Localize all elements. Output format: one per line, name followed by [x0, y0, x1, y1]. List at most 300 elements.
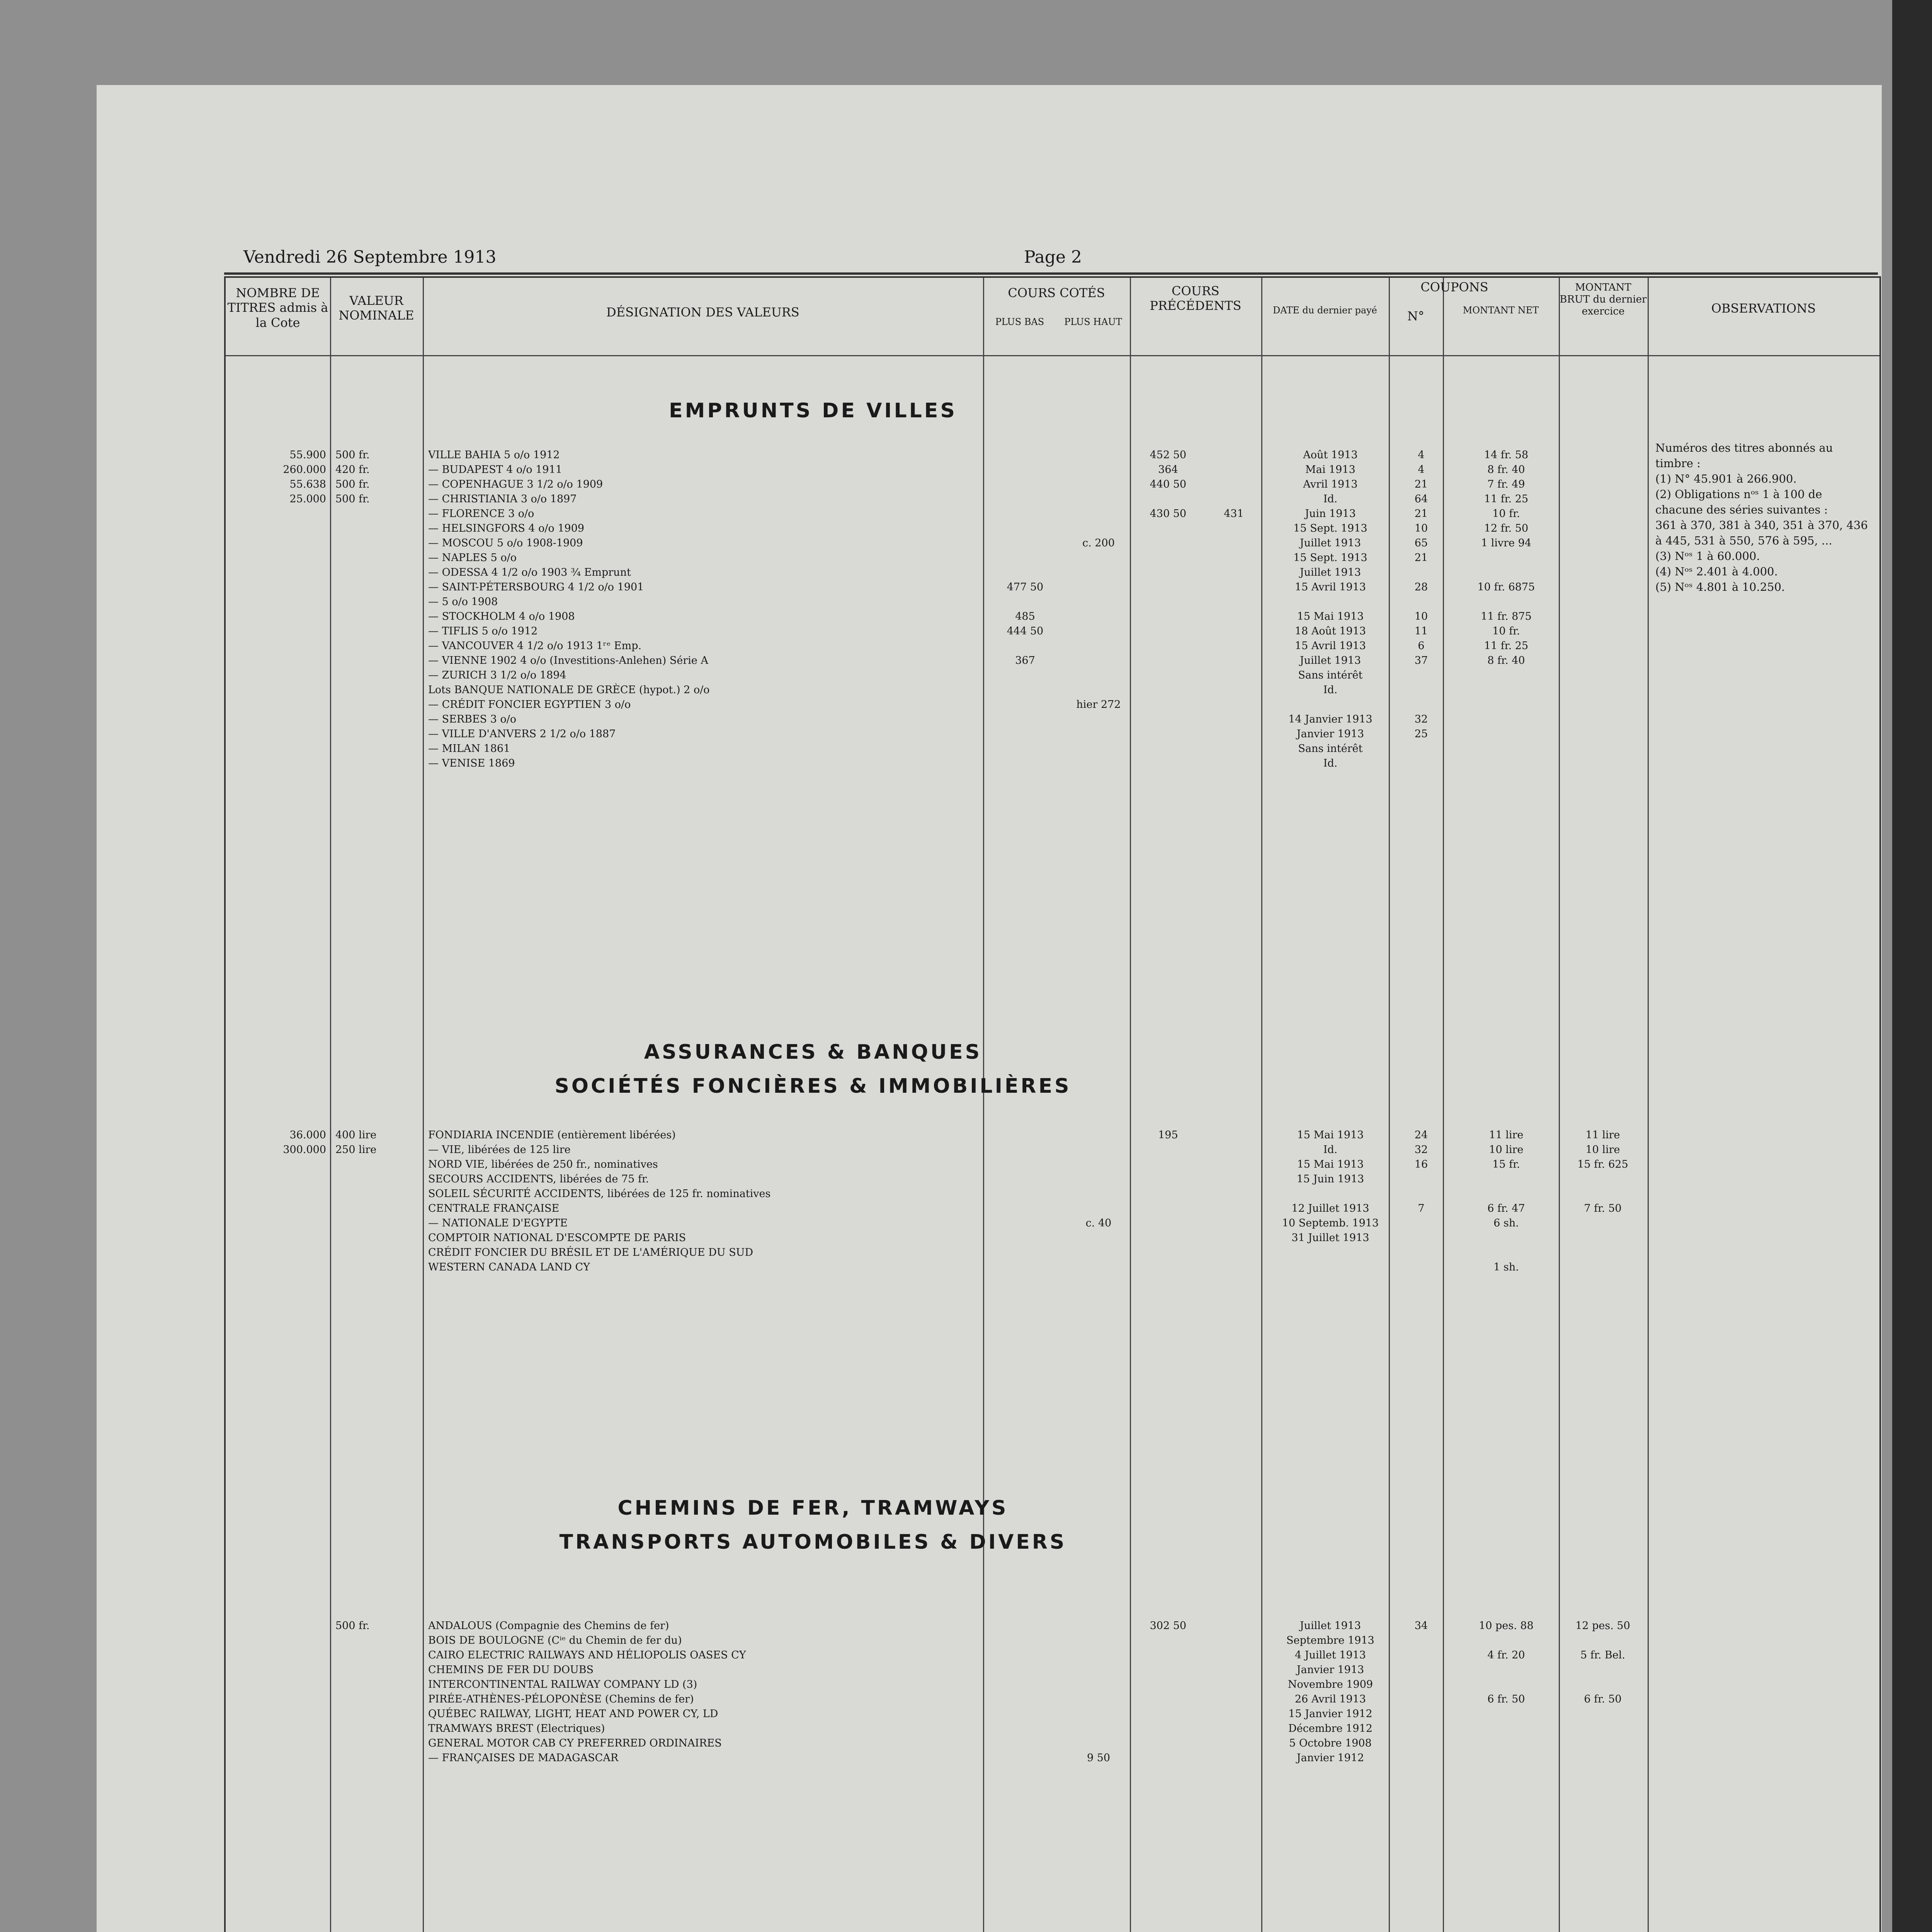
- cell-brut: [1564, 507, 1641, 521]
- cell-designation: WESTERN CANADA LAND CY: [428, 1261, 590, 1273]
- table-row: [226, 536, 1641, 551]
- cell-designation: — SAINT-PÉTERSBOURG 4 1/2 o/o 1901: [428, 581, 644, 593]
- observation-line: (1) N° 45.901 à 266.900.: [1655, 472, 1797, 485]
- cell-designation: — FRANÇAISES DE MADAGASCAR: [428, 1752, 619, 1764]
- cell-valeur: [330, 1751, 428, 1765]
- rows-chemins: [226, 1619, 1641, 1765]
- cell-no: [1394, 1721, 1448, 1736]
- cell-cp2: [1201, 1172, 1267, 1187]
- header-cours-cotes: COURS COTÉS: [1008, 286, 1105, 300]
- cell-date: 15 Sept. 1913: [1293, 552, 1367, 564]
- table-row: [226, 697, 1641, 712]
- cell-designation: — VENISE 1869: [428, 757, 515, 769]
- cell-montant: [1448, 668, 1564, 683]
- cell-brut: [1564, 1751, 1641, 1765]
- cell-no: 21: [1414, 552, 1428, 564]
- cell-valeur: 500 fr.: [335, 1620, 370, 1632]
- cell-brut: [1564, 1231, 1641, 1245]
- cell-brut: [1564, 653, 1641, 668]
- cell-montant: 11 fr. 25: [1484, 640, 1529, 652]
- cell-cp2: [1201, 1128, 1267, 1143]
- cell-brut: [1564, 580, 1641, 595]
- cell-montant: [1448, 756, 1564, 771]
- cell-brut: [1564, 1187, 1641, 1201]
- cell-cp1: [1135, 1260, 1201, 1275]
- cell-brut: [1564, 1216, 1641, 1231]
- table-row: [226, 653, 1641, 668]
- cell-cp1: [1135, 565, 1201, 580]
- table-row: [226, 1157, 1641, 1172]
- cell-cp1: [1135, 1751, 1201, 1765]
- cell-date: 5 Octobre 1908: [1289, 1737, 1372, 1749]
- cell-cp1: 452 50: [1150, 449, 1187, 461]
- observation-line: 361 à 370, 381 à 340, 351 à 370, 436 à 445, 531 à 550, 576 à 595, ...: [1655, 519, 1868, 547]
- cell-nombre: [226, 521, 330, 536]
- header-coupons: COUPONS: [1420, 280, 1488, 294]
- cell-cp1: [1135, 1231, 1201, 1245]
- cell-cc2: 9 50: [1087, 1752, 1111, 1764]
- cell-brut: [1564, 492, 1641, 507]
- header-montant-brut: MONTANT BRUT du dernier exercice: [1560, 282, 1647, 318]
- cell-valeur: 500 fr.: [335, 449, 370, 461]
- cell-montant: 1 livre 94: [1481, 537, 1532, 549]
- cell-cp2: [1201, 1633, 1267, 1648]
- cell-no: [1394, 1172, 1448, 1187]
- cell-montant: [1448, 1751, 1564, 1765]
- cell-valeur: [330, 624, 428, 639]
- table-row: [226, 580, 1641, 595]
- cell-cp1: [1135, 683, 1201, 697]
- cell-designation: SECOURS ACCIDENTS, libérées de 75 fr.: [428, 1173, 649, 1185]
- cell-cp2: [1201, 683, 1267, 697]
- cell-no: 10: [1414, 611, 1428, 622]
- cell-no: 4: [1418, 464, 1425, 476]
- cell-cc2: [1062, 756, 1135, 771]
- cell-brut: [1564, 727, 1641, 742]
- cell-nombre: [226, 1663, 330, 1677]
- cell-valeur: [330, 1245, 428, 1260]
- cell-valeur: [330, 1736, 428, 1751]
- cell-no: 16: [1414, 1158, 1428, 1170]
- cell-cp1: [1135, 697, 1201, 712]
- cell-brut: 5 fr. Bel.: [1580, 1649, 1625, 1661]
- observation-line: (5) Nᵒˢ 4.801 à 10.250.: [1655, 580, 1785, 594]
- cell-cp1: [1135, 1187, 1201, 1201]
- cell-cp2: 431: [1224, 508, 1244, 520]
- cell-montant: 10 fr.: [1492, 625, 1520, 637]
- header-rule: [224, 272, 1878, 275]
- cell-brut: [1564, 1260, 1641, 1275]
- cell-montant: [1448, 1245, 1564, 1260]
- cell-nombre: [226, 1260, 330, 1275]
- table-row: [226, 477, 1641, 492]
- cell-date: 26 Avril 1913: [1294, 1693, 1366, 1705]
- table-row: [226, 1143, 1641, 1157]
- cell-designation: Lots BANQUE NATIONALE DE GRÈCE (hypot.) 2 o/o: [428, 684, 710, 696]
- cell-valeur: [330, 1648, 428, 1663]
- table-row: [226, 609, 1641, 624]
- cell-date: Mai 1913: [1305, 464, 1355, 476]
- cell-valeur: [330, 1216, 428, 1231]
- cell-montant: [1448, 565, 1564, 580]
- cell-cp2: [1201, 463, 1267, 477]
- cell-designation: — MOSCOU 5 o/o 1908-1909: [428, 537, 583, 549]
- cell-cc2: [1062, 683, 1135, 697]
- cell-brut: [1564, 565, 1641, 580]
- cell-cp2: [1201, 1663, 1267, 1677]
- cell-cc1: [988, 1721, 1062, 1736]
- cell-nombre: [226, 653, 330, 668]
- cell-cc2: [1062, 1143, 1135, 1157]
- cell-cc2: [1062, 1736, 1135, 1751]
- cell-valeur: [330, 580, 428, 595]
- cell-valeur: [330, 697, 428, 712]
- cell-montant: [1448, 1187, 1564, 1201]
- cell-nombre: [226, 1172, 330, 1187]
- cell-cc1: [988, 1128, 1062, 1143]
- cell-designation: — NAPLES 5 o/o: [428, 552, 517, 564]
- table-row: [226, 1172, 1641, 1187]
- cell-cp2: [1201, 492, 1267, 507]
- cell-no: [1394, 668, 1448, 683]
- cell-no: [1394, 1707, 1448, 1721]
- cell-montant: 6 fr. 47: [1487, 1202, 1525, 1214]
- cell-nombre: [226, 727, 330, 742]
- cell-designation: CRÉDIT FONCIER DU BRÉSIL ET DE L'AMÉRIQUE DU SUD: [428, 1247, 753, 1259]
- cell-nombre: 25.000: [289, 493, 326, 505]
- cell-valeur: [330, 1692, 428, 1707]
- cell-cp2: [1201, 551, 1267, 565]
- cell-brut: [1564, 756, 1641, 771]
- cell-cp2: [1201, 1677, 1267, 1692]
- cell-no: 11: [1414, 625, 1428, 637]
- cell-date: [1267, 1187, 1394, 1201]
- section-title-emprunts: EMPRUNTS DE VILLES: [669, 399, 957, 422]
- cell-cc1: [988, 683, 1062, 697]
- section-title-assurances: ASSURANCES & BANQUES SOCIÉTÉS FONCIÈRES & IMMOBILIÈRES: [554, 1041, 1071, 1098]
- table-row: [226, 1736, 1641, 1751]
- cell-no: [1394, 1260, 1448, 1275]
- cell-valeur: [330, 1721, 428, 1736]
- table-row: [226, 639, 1641, 653]
- cell-cp2: [1201, 712, 1267, 727]
- cell-montant: [1448, 712, 1564, 727]
- cell-montant: [1448, 697, 1564, 712]
- cell-cc1: [988, 477, 1062, 492]
- cell-no: [1394, 1216, 1448, 1231]
- cell-date: 15 Sept. 1913: [1293, 522, 1367, 534]
- cell-valeur: [330, 595, 428, 609]
- cell-date: Sans intérêt: [1298, 669, 1363, 681]
- cell-date: 15 Avril 1913: [1294, 640, 1366, 652]
- cell-cc2: [1062, 463, 1135, 477]
- cell-brut: [1564, 477, 1641, 492]
- cell-designation: CENTRALE FRANÇAISE: [428, 1202, 560, 1214]
- cell-montant: 12 fr. 50: [1484, 522, 1529, 534]
- cell-nombre: [226, 742, 330, 756]
- cell-nombre: [226, 536, 330, 551]
- header-plus-bas: PLUS BAS: [995, 316, 1044, 327]
- cell-cp1: 430 50: [1150, 508, 1187, 520]
- cell-designation: — NATIONALE D'EGYPTE: [428, 1217, 568, 1229]
- cell-valeur: [330, 609, 428, 624]
- cell-no: [1394, 1663, 1448, 1677]
- cell-cc1: [988, 507, 1062, 521]
- cell-valeur: [330, 1663, 428, 1677]
- cell-nombre: [226, 1751, 330, 1765]
- cell-cp2: [1201, 1143, 1267, 1157]
- cell-nombre: [226, 1157, 330, 1172]
- cell-brut: [1564, 668, 1641, 683]
- cell-brut: [1564, 1721, 1641, 1736]
- cell-date: Juin 1913: [1305, 508, 1356, 520]
- cell-nombre: [226, 1216, 330, 1231]
- cell-cc1: [988, 492, 1062, 507]
- cell-designation: CHEMINS DE FER DU DOUBS: [428, 1664, 594, 1676]
- header-rule: [226, 355, 1879, 356]
- cell-montant: [1448, 1707, 1564, 1721]
- cell-no: [1394, 1736, 1448, 1751]
- cell-valeur: [330, 1260, 428, 1275]
- cell-date: 31 Juillet 1913: [1291, 1232, 1369, 1244]
- table-row: [226, 1663, 1641, 1677]
- table-row: [226, 1619, 1641, 1633]
- cell-cc2: [1062, 1648, 1135, 1663]
- cell-cc1: 367: [1015, 655, 1035, 667]
- cell-cc1: [988, 1231, 1062, 1245]
- table-row: [226, 1245, 1641, 1260]
- table-row: [226, 521, 1641, 536]
- cell-cc2: [1062, 668, 1135, 683]
- cell-date: 15 Avril 1913: [1294, 581, 1366, 593]
- cell-cp2: [1201, 1216, 1267, 1231]
- cell-valeur: [330, 565, 428, 580]
- cell-designation: COMPTOIR NATIONAL D'ESCOMPTE DE PARIS: [428, 1232, 686, 1244]
- cell-cp1: [1135, 536, 1201, 551]
- cell-cc1: [988, 1143, 1062, 1157]
- cell-cc1: [988, 1260, 1062, 1275]
- cell-cp1: [1135, 1663, 1201, 1677]
- cell-montant: [1448, 1172, 1564, 1187]
- cell-date: Janvier 1912: [1296, 1752, 1364, 1764]
- rows-emprunts: [226, 448, 1641, 771]
- cell-cp1: [1135, 1692, 1201, 1707]
- cell-cc2: [1062, 712, 1135, 727]
- cell-designation: CAIRO ELECTRIC RAILWAYS AND HÉLIOPOLIS OASES CY: [428, 1649, 746, 1661]
- cell-valeur: [330, 507, 428, 521]
- cell-no: 37: [1414, 655, 1428, 667]
- page-header: [243, 247, 1886, 270]
- cell-cc1: [988, 1157, 1062, 1172]
- cell-cp2: [1201, 668, 1267, 683]
- cell-no: [1394, 1648, 1448, 1663]
- cell-no: 24: [1414, 1129, 1428, 1141]
- cell-cc2: hier 272: [1076, 699, 1121, 711]
- cell-designation: — BUDAPEST 4 o/o 1911: [428, 464, 562, 476]
- cell-designation: — TIFLIS 5 o/o 1912: [428, 625, 538, 637]
- cell-montant: [1448, 727, 1564, 742]
- cell-valeur: [330, 668, 428, 683]
- cell-cp2: [1201, 653, 1267, 668]
- page-number: Page 2: [1024, 247, 1082, 267]
- cell-designation: QUÉBEC RAILWAY, LIGHT, HEAT AND POWER CY, LD: [428, 1708, 718, 1720]
- cell-montant: [1448, 683, 1564, 697]
- cell-brut: [1564, 639, 1641, 653]
- cell-no: 6: [1418, 640, 1425, 652]
- cell-nombre: [226, 1187, 330, 1201]
- cell-cc2: c. 40: [1085, 1217, 1112, 1229]
- cell-cp2: [1201, 624, 1267, 639]
- cell-nombre: [226, 683, 330, 697]
- cell-montant: 14 fr. 58: [1484, 449, 1529, 461]
- table-row: [226, 1187, 1641, 1201]
- cell-designation: — ODESSA 4 1/2 o/o 1903 ¾ Emprunt: [428, 566, 631, 578]
- table-row: [226, 756, 1641, 771]
- cell-no: 34: [1414, 1620, 1428, 1632]
- cell-cp1: [1135, 1721, 1201, 1736]
- cell-cp1: [1135, 1201, 1201, 1216]
- cell-cc2: [1062, 492, 1135, 507]
- cell-designation: NORD VIE, libérées de 250 fr., nominatives: [428, 1158, 658, 1170]
- cell-valeur: [330, 521, 428, 536]
- cell-montant: [1448, 1721, 1564, 1736]
- cell-date: Janvier 1913: [1296, 728, 1364, 740]
- cell-designation: — HELSINGFORS 4 o/o 1909: [428, 522, 585, 534]
- cell-valeur: 400 lire: [335, 1129, 377, 1141]
- cell-montant: [1448, 1677, 1564, 1692]
- cell-cc2: [1062, 742, 1135, 756]
- cell-cc2: [1062, 1157, 1135, 1172]
- cell-cc2: [1062, 1633, 1135, 1648]
- cell-no: [1394, 1677, 1448, 1692]
- cell-cp2: [1201, 639, 1267, 653]
- cell-cc2: [1062, 507, 1135, 521]
- cell-montant: [1448, 1663, 1564, 1677]
- cell-date: 15 Juin 1913: [1296, 1173, 1364, 1185]
- cell-no: [1394, 1187, 1448, 1201]
- cell-cp2: [1201, 1201, 1267, 1216]
- cell-brut: [1564, 712, 1641, 727]
- cell-valeur: [330, 653, 428, 668]
- cell-no: 32: [1414, 1144, 1428, 1156]
- cell-cp1: [1135, 1143, 1201, 1157]
- page-date: Vendredi 26 Septembre 1913: [243, 247, 497, 267]
- cell-cc2: [1062, 521, 1135, 536]
- cell-montant: 11 lire: [1489, 1129, 1524, 1141]
- cell-valeur: [330, 551, 428, 565]
- cell-cp1: [1135, 1245, 1201, 1260]
- cell-designation: — FLORENCE 3 o/o: [428, 508, 534, 520]
- cell-date: 15 Mai 1913: [1297, 611, 1364, 622]
- cell-nombre: [226, 565, 330, 580]
- cell-brut: [1564, 536, 1641, 551]
- cell-nombre: [226, 668, 330, 683]
- cell-date: Juillet 1913: [1299, 1620, 1361, 1632]
- cell-designation: — CHRISTIANIA 3 o/o 1897: [428, 493, 577, 505]
- cell-cp2: [1201, 580, 1267, 595]
- header-cours-precedents: COURS PRÉCÉDENTS: [1150, 284, 1242, 313]
- cell-designation: — VIE, libérées de 125 lire: [428, 1144, 571, 1156]
- cell-brut: [1564, 683, 1641, 697]
- cell-cc2: [1062, 1619, 1135, 1633]
- cell-montant: 1 sh.: [1493, 1261, 1519, 1273]
- cell-brut: 7 fr. 50: [1584, 1202, 1622, 1214]
- cell-montant: [1448, 1231, 1564, 1245]
- cell-nombre: [226, 507, 330, 521]
- cell-cp1: 364: [1158, 464, 1178, 476]
- cell-cc2: [1062, 1172, 1135, 1187]
- cell-designation: INTERCONTINENTAL RAILWAY COMPANY LD (3): [428, 1679, 697, 1690]
- table-row: [226, 712, 1641, 727]
- cell-no: 7: [1418, 1202, 1425, 1214]
- cell-date: Septembre 1913: [1286, 1634, 1374, 1646]
- cell-cc1: [988, 639, 1062, 653]
- cell-brut: [1564, 448, 1641, 463]
- cell-date: Juillet 1913: [1299, 537, 1361, 549]
- cell-valeur: [330, 1201, 428, 1216]
- header-nombre: NOMBRE DE TITRES admis à la Cote: [227, 286, 328, 330]
- table-row: [226, 1677, 1641, 1692]
- cell-cc1: [988, 463, 1062, 477]
- cell-cc1: [988, 1677, 1062, 1692]
- table-row: [226, 742, 1641, 756]
- cell-valeur: [330, 756, 428, 771]
- cell-date: [1267, 1245, 1394, 1260]
- cell-montant: 8 fr. 40: [1487, 655, 1525, 667]
- cell-cc2: [1062, 609, 1135, 624]
- cell-brut: 6 fr. 50: [1584, 1693, 1622, 1705]
- table-row: [226, 624, 1641, 639]
- cell-cc1: [988, 1216, 1062, 1231]
- cell-cp2: [1201, 595, 1267, 609]
- cell-no: [1394, 756, 1448, 771]
- cell-brut: [1564, 624, 1641, 639]
- cell-date: 12 Juillet 1913: [1291, 1202, 1369, 1214]
- cell-nombre: 300.000: [283, 1144, 326, 1156]
- cell-date: 15 Mai 1913: [1297, 1129, 1364, 1141]
- header-designation: DÉSIGNATION DES VALEURS: [606, 305, 799, 320]
- cell-no: 65: [1414, 537, 1428, 549]
- cell-cc1: [988, 1619, 1062, 1633]
- cell-montant: [1448, 551, 1564, 565]
- cell-valeur: [330, 1707, 428, 1721]
- cell-date: 14 Janvier 1913: [1288, 713, 1372, 725]
- cell-no: 4: [1418, 449, 1425, 461]
- cell-cp2: [1201, 477, 1267, 492]
- cell-no: 25: [1414, 728, 1428, 740]
- cell-nombre: 36.000: [289, 1129, 326, 1141]
- cell-cc1: [988, 1201, 1062, 1216]
- observation-line: (3) Nᵒˢ 1 à 60.000.: [1655, 549, 1760, 563]
- binding-edge: [1892, 0, 1932, 1932]
- cell-no: 28: [1414, 581, 1428, 593]
- table-row: [226, 727, 1641, 742]
- cell-montant: 10 pes. 88: [1479, 1620, 1534, 1632]
- cell-nombre: 55.900: [289, 449, 326, 461]
- cell-brut: [1564, 521, 1641, 536]
- cell-brut: [1564, 463, 1641, 477]
- table-row: [226, 1707, 1641, 1721]
- cell-cp2: [1201, 1619, 1267, 1633]
- table-row: [226, 1216, 1641, 1231]
- cell-nombre: [226, 1633, 330, 1648]
- cell-cc2: [1062, 448, 1135, 463]
- cell-valeur: [330, 1187, 428, 1201]
- cell-cc1: [988, 756, 1062, 771]
- cell-cc1: [988, 1736, 1062, 1751]
- cell-nombre: [226, 1245, 330, 1260]
- cell-montant: 10 fr. 6875: [1477, 581, 1535, 593]
